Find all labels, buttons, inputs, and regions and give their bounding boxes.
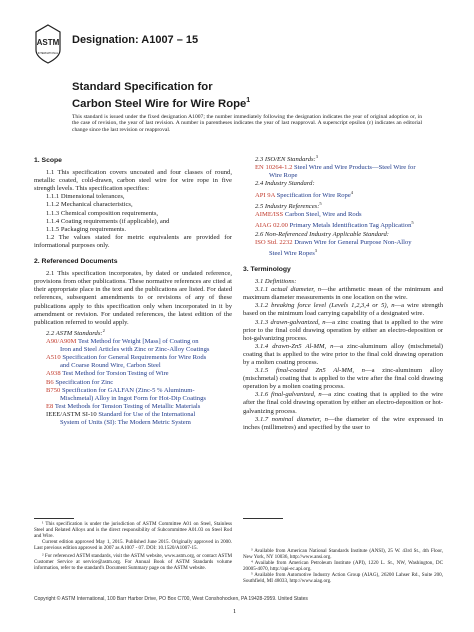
api-reference[interactable]: [243, 189, 443, 200]
definition-text: —a zinc-aluminum alloy (mischmetal) coating that is applied to the wire after the final cold drawing operation by a molten coating process.: [243, 367, 443, 391]
reference-code[interactable]: E8: [46, 402, 54, 410]
astm-logo: [34, 24, 62, 64]
footnote-mark: 4: [350, 189, 354, 195]
definition: [243, 416, 443, 432]
reference-code[interactable]: B750: [46, 386, 61, 394]
aiag-reference[interactable]: [243, 219, 443, 230]
definition: [243, 319, 443, 343]
reference-title[interactable]: Carbon Steel, Wire and Rods: [284, 211, 362, 219]
reference-title-cont[interactable]: Wire Rope: [269, 172, 298, 180]
footnote-rule-right: [243, 518, 283, 519]
footnote-4: ⁴ Available from American Petroleum Institute (API), 1220 L. St., NW, Washington, DC 20005-4070, http://api-ec.api.org.: [243, 560, 443, 572]
footnote-mark: 5: [411, 220, 414, 226]
reference-title-cont[interactable]: System of Units (SI): The Modern Metric System: [60, 419, 191, 426]
footnote-mark: 2: [102, 327, 105, 333]
scope-item: 1.1.3 Chemical composition requirements,: [46, 209, 159, 217]
reference-title[interactable]: Specification for General Requirements for Wire Rods: [62, 354, 207, 362]
footnote-1-edition: Current edition approved May 1, 2015. Published June 2015. Originally approved in 2000. Last previous edition approved in 2007 as A1007 - 07. DOI: 10.1520/A1007-15.: [34, 539, 232, 551]
astm-reference[interactable]: [34, 370, 232, 378]
footnote-rule-left: [34, 518, 74, 519]
astm-reference[interactable]: [34, 403, 232, 411]
paragraph-1-2: 1.2 The values stated for metric equivalents are provided for informational purposes only.: [34, 233, 232, 249]
paragraph-1-1: 1.1 This specification covers uncoated and four classes of round, metallic coated, cold-drawn, carbon steel wire for wire rope in five strength levels. This specification specifies:: [34, 169, 232, 193]
reference-code[interactable]: B6: [46, 378, 54, 386]
definition: [243, 286, 443, 302]
copyright-footer: Copyright © ASTM International, 100 Barr Harbor Drive, PO Box C700, West Conshohocken, PA 19428-2959. United States: [34, 596, 308, 602]
paragraph-2-1: 2.1 This specification incorporates, by dated or undated reference, provisions from other publications. These normative references are cited at their appropriate place in the text and the publications are listed. For dated references, subsequent amendments to or revisions of any of these publications apply to this specification only when incorporated in it by amendment or revision. For undated references, the latest edition of the publication referred to would apply.: [34, 270, 232, 326]
reference-title-cont[interactable]: Mischmetal) Alloy in Ingot Form for Hot-Dip Coatings: [60, 394, 206, 402]
reference-code[interactable]: A938: [46, 370, 61, 378]
reference-title[interactable]: Specification for Zinc: [55, 378, 114, 386]
referenced-documents-heading: 2. Referenced Documents: [34, 258, 118, 266]
footnote-1: ¹ This specification is under the jurisdiction of ASTM Committee A01 on Steel, Stainless Steel and Related Alloys and is the direct responsibility of Subcommittee A01.03 on Steel Rod and Wire.: [34, 521, 232, 539]
definition-term: 3.1.4 drawn-Zn5 Al-MM, n: [255, 342, 334, 350]
reference-title-cont[interactable]: Iron and Steel Articles with Zinc or Zinc-Alloy Coatings: [60, 346, 210, 354]
title-line-2: Carbon Steel Wire for Wire Rope: [72, 97, 247, 110]
svg-text:ASTM: ASTM: [36, 38, 60, 47]
paragraph-2-2: 2.2 ASTM Standards:: [46, 329, 103, 337]
definition-text: —a zinc-aluminum alloy (mischmetal) coating that is applied to the wire prior to the final cold drawing operation by a molten coating process.: [243, 342, 444, 366]
paragraph-2-6: 2.6 Non-Referenced Industry Applicable Standard:: [255, 230, 389, 238]
reference-code[interactable]: A510: [46, 354, 61, 362]
footnote-mark: 3: [314, 247, 318, 253]
document-title: [72, 80, 250, 111]
reference-title[interactable]: Standard for Use of the International: [98, 410, 196, 418]
footnotes-left: [34, 521, 232, 571]
definition-text: —the diameter of the wire expressed in inches (millimetres) and specified by the user to: [243, 415, 443, 431]
astm-reference[interactable]: [34, 338, 232, 354]
footnotes-right: [243, 548, 443, 584]
ieee-reference[interactable]: [34, 411, 232, 427]
definition: [243, 343, 443, 367]
definition-term: 3.1.7 nominal diameter, n: [255, 415, 328, 423]
reference-title[interactable]: Test Method for Torsion Testing of Wire: [62, 370, 169, 378]
footnote-3: ³ Available from American National Standards Institute (ANSI), 25 W. 43rd St., 4th Floor, New York, NY 10036, http://www.ansi.org.: [243, 548, 443, 560]
iso-reference[interactable]: [243, 164, 443, 180]
definition-term: 3.1.5 final-coated Zn5 Al-MM, n: [255, 367, 365, 375]
paragraph-2-4: 2.4 Industry Standard:: [255, 180, 315, 188]
reference-title[interactable]: Test Methods for Tension Testing of Metallic Materials: [54, 402, 201, 410]
reference-code[interactable]: API 9A: [255, 191, 275, 199]
logo-subtext: INTERNATIONAL: [37, 52, 59, 55]
astm-reference[interactable]: [34, 387, 232, 403]
reference-code[interactable]: EN 10264-1.2: [255, 164, 293, 172]
reference-title[interactable]: Drawn Wire for General Purpose Non-Alloy: [294, 238, 412, 246]
page-number: 1: [233, 608, 237, 615]
iso2-reference[interactable]: [243, 239, 443, 258]
left-column: [34, 153, 232, 427]
reference-title[interactable]: Test Method for Weight [Mass] of Coating on: [77, 338, 199, 346]
reference-code[interactable]: A90/A90M: [46, 338, 77, 346]
astm-reference[interactable]: [34, 379, 232, 387]
reference-code[interactable]: AIAG 02.00: [255, 222, 288, 230]
designation: Designation: A1007 – 15: [72, 34, 199, 46]
right-column: [243, 153, 443, 432]
scope-heading: 1. Scope: [34, 157, 62, 164]
footnote-2: ² For referenced ASTM standards, visit the ASTM website, www.astm.org, or contact ASTM Customer Service at service@astm.org. For Annual Book of ASTM Standards volume information, refer to the standard's Document Summary page on the ASTM website.: [34, 553, 232, 571]
footnote-5: ⁵ Available from Automotive Industry Action Group (AIAG), 26200 Lahser Rd., Suite 200, Southfield, MI 48033, http://www.aiag.org.: [243, 572, 443, 584]
definition-term: 3.1.2 breaking force level (Levels 1,2,3,4 or 5), n: [255, 302, 395, 310]
definition-term: 3.1.1 actual diameter, n: [255, 286, 322, 294]
scope-item: 1.1.2 Mechanical characteristics,: [46, 201, 133, 209]
reference-title[interactable]: Specification for GALFAN (Zinc-5 % Aluminum-: [61, 386, 195, 394]
reference-code[interactable]: ISO Std. 2232: [255, 238, 293, 246]
reference-title-cont[interactable]: Steel Wire Ropes: [269, 249, 315, 257]
aime-reference[interactable]: [243, 211, 443, 219]
definition: [243, 367, 443, 391]
scope-item: 1.1.5 Packaging requirements.: [46, 225, 127, 233]
definition-text: —a zinc coating that is applied to the wire after the final cold drawing operation by either an electro-deposition or hot-galvanizing process.: [243, 391, 443, 415]
title-footnote-mark: 1: [246, 97, 251, 104]
footnote-mark: 5: [319, 200, 322, 206]
reference-code[interactable]: AIME/ISS: [255, 211, 284, 219]
reference-title-cont[interactable]: and Coarse Round Wire, Carbon Steel: [60, 362, 161, 370]
title-line-1: Standard Specification for: [72, 81, 213, 93]
reference-title[interactable]: Specification for Wire Rope: [276, 191, 351, 199]
terminology-heading: 3. Terminology: [243, 265, 291, 273]
definition: [243, 391, 443, 415]
paragraph-2-5: 2.5 Industry References:: [255, 203, 320, 211]
definition-term: 3.1.6 final-galvanized, n: [255, 391, 322, 399]
definition-text: —a wire strength based on the minimum load carrying capability of a designated wire.: [243, 302, 443, 318]
definition-text: —a zinc coating that is applied to the wire prior to the final cold drawing operation by either an electro-deposition or hot-galvanizing process.: [243, 318, 443, 342]
definition-text: —the arithmetic mean of the minimum and maximum diameter measurements in one location on the wire.: [243, 286, 443, 302]
reference-code: IEEE/ASTM SI-10: [46, 410, 97, 418]
issuance-note: This standard is issued under the fixed designation A1007; the number immediately following the designation indicates the year of original adoption or, in the case of revision, the year of last revision. A number in parentheses indicates the year of last reapproval. A superscript epsilon (ε) indicates an editorial change since the last revision or reapproval.: [72, 114, 422, 133]
scope-item: 1.1.1 Dimensional tolerances,: [46, 193, 125, 201]
paragraph-3-1: 3.1 Definitions:: [255, 278, 297, 286]
definition: [243, 302, 443, 318]
astm-reference[interactable]: [34, 354, 232, 370]
scope-item: 1.1.4 Coating requirements (if applicable), and: [46, 217, 170, 225]
paragraph-2-3: 2.3 ISO/EN Standards:: [255, 156, 316, 164]
definition-term: 3.1.3 drawn-galvanized, n: [255, 318, 326, 326]
footnote-mark: 3: [315, 154, 318, 159]
reference-title[interactable]: Steel Wire and Wire Products—Steel Wire for: [294, 164, 416, 172]
reference-title[interactable]: Primary Metals Identification Tag Application: [289, 222, 412, 230]
